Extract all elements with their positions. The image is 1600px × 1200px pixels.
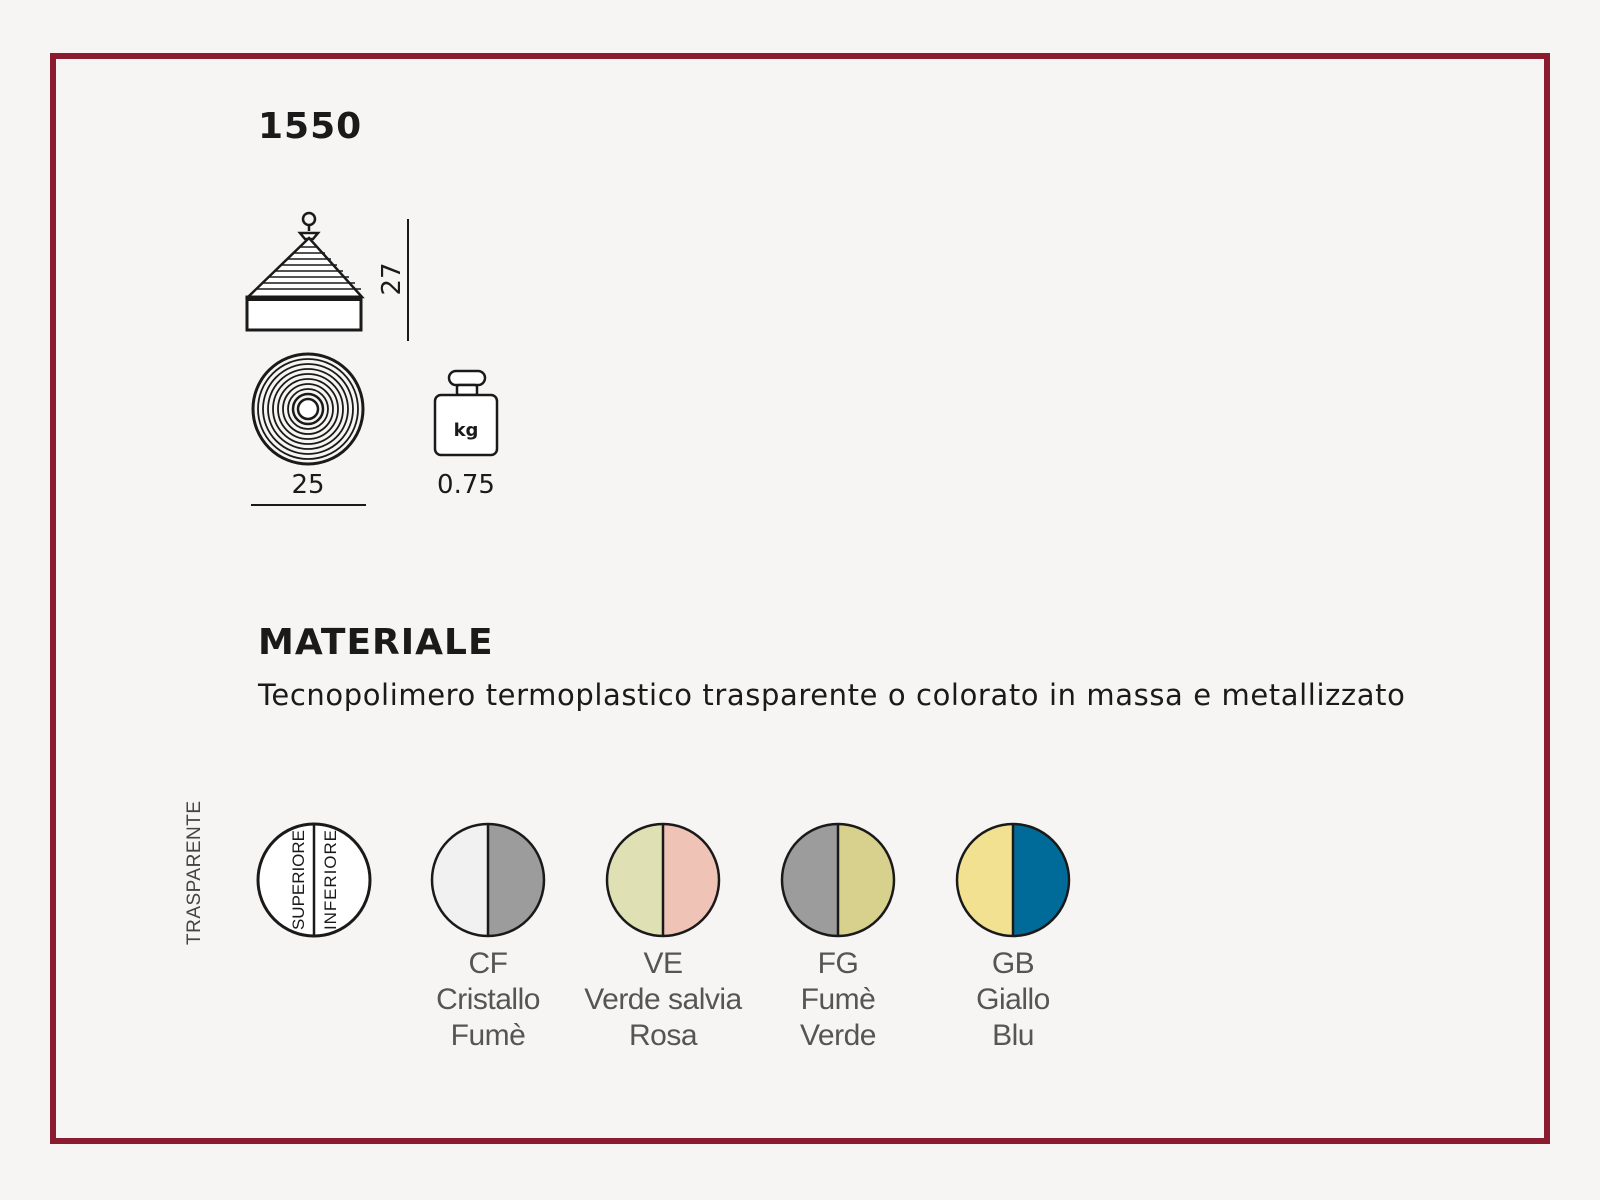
diameter-value: 25 [291,470,325,500]
material-title: MATERIALE [258,622,494,663]
finish-code: FG [817,947,859,980]
finish-swatch-ve [603,820,723,940]
legend-swatch [254,820,374,940]
finish-label-cf [388,946,588,1054]
swatch-left-half [957,824,1013,936]
finish-code: VE [643,947,683,980]
weight-unit-label: kg [453,420,479,441]
finish-swatch-cf [428,820,548,940]
finish-label-fg [738,946,938,1054]
finish-name-line1: Cristallo [436,983,540,1016]
legend-top-label: SUPERIORE [289,830,308,930]
finish-swatch-gb [953,820,1073,940]
finish-name-line2: Verde [800,1019,876,1052]
finish-swatch-fg [778,820,898,940]
lamp-drawing [240,205,520,515]
finish-code: GB [991,947,1035,980]
weight-icon [435,371,497,455]
finish-name-line2: Blu [992,1019,1034,1052]
finish-code: CF [468,947,508,980]
swatch-left-half [607,824,663,936]
finish-name-line2: Rosa [628,1019,698,1052]
finish-name-line1: Fumè [800,983,876,1016]
swatch-left-half [782,824,838,936]
finish-name-line2: Fumè [450,1019,526,1052]
height-value: 27 [377,262,407,296]
legend-bottom-label: INFERIORE [321,830,340,930]
swatch-right-half [1013,824,1069,936]
group-label: TRASPARENTE [184,800,205,945]
swatch-right-half [488,824,544,936]
finish-name-line1: Verde salvia [584,983,742,1016]
finish-label-ve [563,946,763,1054]
material-description: Tecnopolimero termoplastico trasparente o colorato in massa e metallizzato [258,678,1406,712]
model-number: 1550 [258,106,363,147]
swatch-right-half [663,824,719,936]
weight-value: 0.75 [437,470,495,500]
finish-name-line1: Giallo [976,983,1050,1016]
swatch-left-half [432,824,488,936]
finish-label-gb [913,946,1113,1054]
swatch-right-half [838,824,894,936]
